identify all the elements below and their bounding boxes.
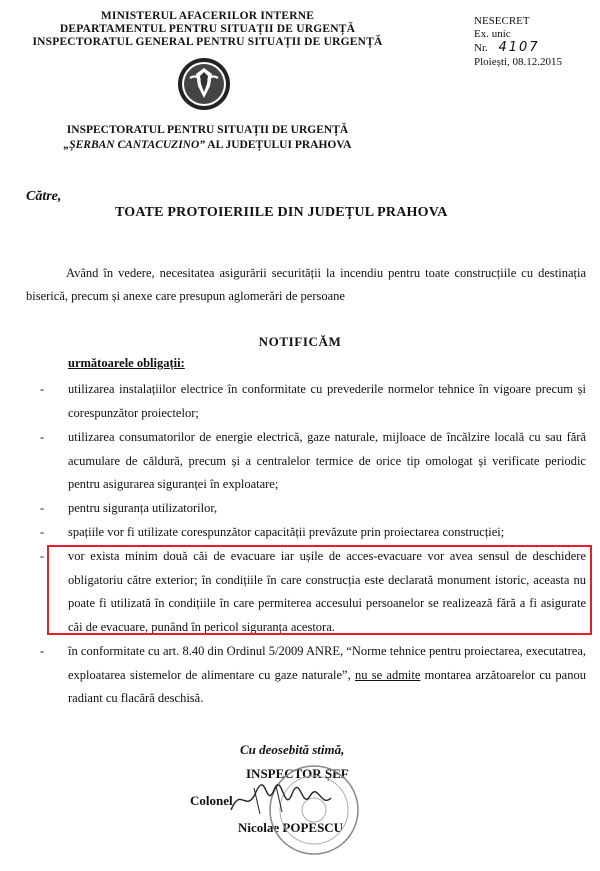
- list-item-text: utilizarea consumatorilor de energie electrică, gaze naturale, mijloace de încălzire locală cu sau fără acumulare de căldură, precum și a centralelor termice de orice tip omologat și verificate periodic pentru asigurarea siguranței în exploatare;: [68, 430, 586, 491]
- signatory-name: Nicolae POPESCU: [238, 820, 344, 835]
- notice-title: NOTIFICĂM: [258, 334, 342, 349]
- nr-label: Nr.: [474, 42, 488, 54]
- underlined-phrase: nu se admite: [354, 667, 421, 682]
- header-inspectorate-general: INSPECTORATUL GENERAL PENTRU SITUAȚII DE URGENȚĂ: [32, 36, 383, 48]
- signatory-rank: Colonel: [190, 793, 233, 808]
- unit-line2: [0, 138, 415, 152]
- place-date: Ploiești, 08.12.2015: [474, 56, 563, 68]
- addressee-to: Către,: [26, 189, 62, 204]
- unit-name-rest: AL JUDEȚULUI PRAHOVA: [205, 139, 352, 151]
- list-item: - utilizarea consumatorilor de energie electrică, gaze naturale, mijloace de încălzire locală cu sau fără acumulare de căldură, precum și a centralelor termice de orice tip omologat și verificate periodic pentru asigurarea siguranței în exploatare;: [40, 426, 586, 497]
- list-item-text: în conformitate cu art. 8.40 din Ordinul 5/2009 ANRE, “Norme tehnice pentru proiectarea, executatrea, exploatarea sistemelor de alimentare cu gaze naturale”, nu se admite montarea arzătoarelor cu panou radiant cu flacără deschisă.: [68, 644, 586, 705]
- list-item: - spațiile vor fi utilizate corespunzător capacității prevăzute prin proiectarea construcției;: [40, 521, 586, 545]
- list-item-highlighted: - vor exista minim două căi de evacuare iar ușile de acces-evacuare vor avea sensul de deschidere obligatoriu către exterior; în condițiile în care construcția este declarată monument istoric, aceasta nu poate fi utilizată în condițiile în care permiterea accesului persoanelor se realizează fără a fi asigurate căi de evacuare, punând în pericol siguranța acestora.: [40, 545, 586, 639]
- coat-of-arms-icon: [176, 56, 232, 112]
- closing-phrase: Cu deosebită stimă,: [240, 742, 345, 757]
- signature-scribble-icon: [226, 780, 336, 820]
- copy-label: Ex. unic: [474, 28, 511, 40]
- unit-line1: INSPECTORATUL PENTRU SITUAȚII DE URGENȚĂ: [66, 124, 349, 136]
- addressee-recipients: TOATE PROTOIERIILE DIN JUDEȚUL PRAHOVA: [115, 205, 448, 220]
- unit-name-italic: „ȘERBAN CANTACUZINO”: [63, 139, 206, 151]
- signatory-title: INSPECTOR ȘEF: [246, 766, 349, 781]
- highlight-box: [47, 545, 592, 635]
- list-item-text: utilizarea instalațiilor electrice în conformitate cu prevederile normelor tehnice în vigoare precum și corespunzător proiectelor;: [68, 382, 586, 420]
- nr-value: 4107: [498, 40, 540, 55]
- list-item: - în conformitate cu art. 8.40 din Ordinul 5/2009 ANRE, “Norme tehnice pentru proiectarea, executatrea, exploatarea sistemelor de alimentare cu gaze naturale”, nu se admite montarea arzătoarelor cu panou radiant cu flacără deschisă.: [40, 640, 586, 711]
- list-item: - pentru siguranța utilizatorilor,: [40, 497, 586, 521]
- list-item-text: pentru siguranța utilizatorilor,: [68, 501, 218, 515]
- list-item: - utilizarea instalațiilor electrice în conformitate cu prevederile normelor tehnice în vigoare precum și corespunzător proiectelor;: [40, 378, 586, 425]
- intro-paragraph: Având în vedere, necesitatea asigurării securității la incendiu pentru toate construcțiile cu destinația biserică, precum și anexe care presupun aglomerări de persoane: [26, 266, 586, 303]
- registration-number: [474, 42, 540, 54]
- obligations-title: următoarele obligații:: [68, 356, 185, 370]
- list-item-text: vor exista minim două căi de evacuare iar ușile de acces-evacuare vor avea sensul de deschidere obligatoriu către exterior; în condițiile în care construcția este declarată monument istoric, aceasta nu poate fi utilizată în condițiile în care permiterea accesului persoanelor se realizează fără a fi asigurate căi de evacuare, punând în pericol siguranța acestora.: [68, 549, 586, 634]
- classification-label: NESECRET: [474, 15, 530, 27]
- header-department: DEPARTAMENTUL PENTRU SITUAȚII DE URGENȚĂ: [59, 23, 356, 35]
- list-item-text: spațiile vor fi utilizate corespunzător capacității prevăzute prin proiectarea construcției;: [68, 525, 505, 539]
- header-ministry: MINISTERUL AFACERILOR INTERNE: [100, 10, 315, 22]
